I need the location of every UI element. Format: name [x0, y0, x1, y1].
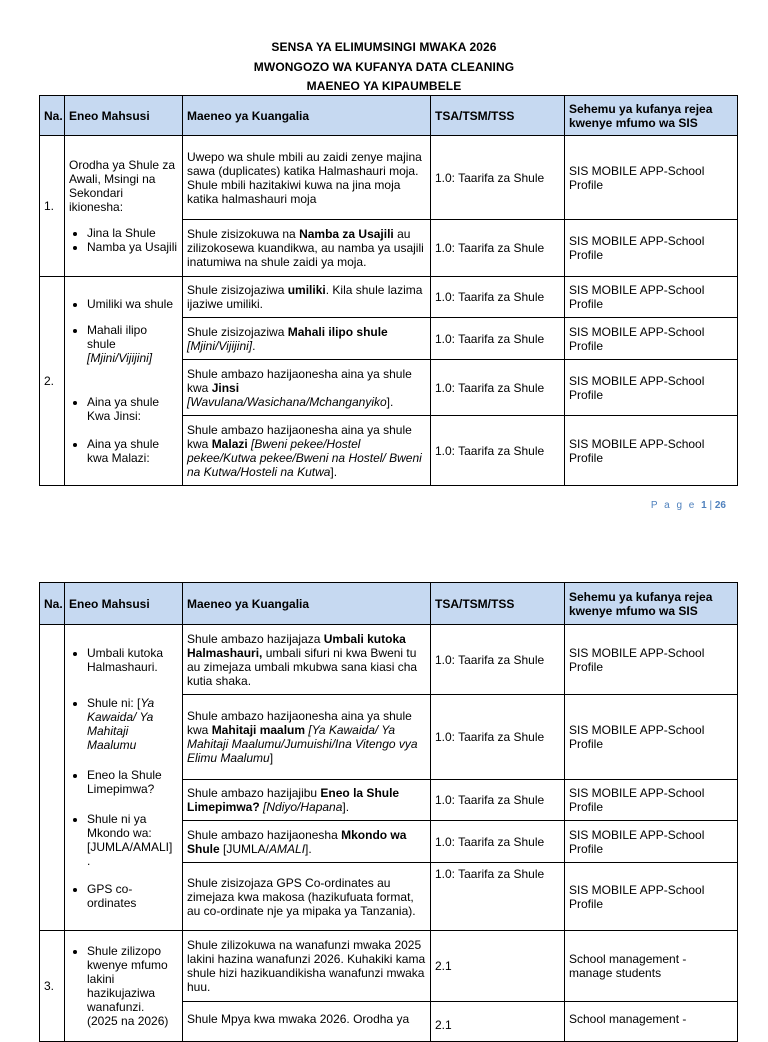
- reference-cell: SIS MOBILE APP-School Profile: [565, 695, 738, 780]
- eneo-intro: Orodha ya Shule za Awali, Msingi na Sekondari ikionesha:: [69, 158, 176, 214]
- maeneo-cell: Shule ambazo hazijaonesha Mkondo wa Shule [JUMLA/AMALI].: [183, 821, 431, 863]
- reference-cell: SIS MOBILE APP-School Profile: [565, 821, 738, 863]
- tsa-cell: 1.0: Taarifa za Shule: [431, 821, 565, 863]
- row-number: 2.: [40, 277, 65, 486]
- reference-cell: SIS MOBILE APP-School Profile: [565, 277, 738, 318]
- reference-cell: SIS MOBILE APP-School Profile: [565, 780, 738, 821]
- header-sehemu: Sehemu ya kufanya rejea kwenye mfumo wa SIS: [565, 583, 738, 625]
- list-item: • Umbali kutoka Halmashauri.: [87, 646, 178, 674]
- table-header-row: [40, 96, 738, 136]
- table-row: [40, 136, 738, 220]
- list-item: • Aina ya shule Kwa Jinsi:: [87, 395, 178, 423]
- eneo-list: [69, 297, 178, 465]
- maeneo-cell: Shule ambazo hazijajaza Umbali kutoka Halmashauri, umbali sifuri ni kwa Bweni tu au zimejaza umbali mkubwa sana kiasi cha kutia shaka.: [183, 625, 431, 695]
- eneo-cell: [65, 625, 183, 931]
- list-item: • Umiliki wa shule: [87, 297, 178, 311]
- tsa-cell: 1.0: Taarifa za Shule: [431, 780, 565, 821]
- tsa-cell: 1.0: Taarifa za Shule: [431, 136, 565, 220]
- tsa-cell: 1.0: Taarifa za Shule: [431, 277, 565, 318]
- table-header-row: [40, 583, 738, 625]
- maeneo-cell: Uwepo wa shule mbili au zaidi zenye majina sawa (duplicates) katika Halmashauri moja. Shule mbili hazitakiwi kuwa na jina moja katika halmashauri moja: [183, 136, 431, 220]
- row-number: 1.: [40, 136, 65, 277]
- header-no: Na.: [40, 96, 65, 136]
- eneo-list: [69, 646, 178, 910]
- header-tsa: TSA/TSM/TSS: [431, 96, 565, 136]
- reference-cell: SIS MOBILE APP-School Profile: [565, 318, 738, 360]
- maeneo-cell: Shule zisizokuwa na Namba za Usajili au zilizokosewa kuandikwa, au namba ya usajili inatumiwa na shule zaidi ya moja.: [183, 220, 431, 277]
- header-sehemu: Sehemu ya kufanya rejea kwenye mfumo wa SIS: [565, 96, 738, 136]
- eneo-cell: [65, 931, 183, 1042]
- list-item: • Namba ya Usajili: [87, 240, 178, 254]
- eneo-cell: [65, 136, 183, 277]
- document-title: SENSA YA ELIMUMSINGI MWAKA 2026: [271, 40, 497, 54]
- tsa-cell: 1.0: Taarifa za Shule: [431, 318, 565, 360]
- maeneo-cell: Shule zisizojaziwa umiliki. Kila shule lazima ijaziwe umiliki.: [183, 277, 431, 318]
- maeneo-cell: Shule ambazo hazijaonesha aina ya shule kwa Malazi [Bweni pekee/Hostel pekee/Kutwa pekee/Bweni na Hostel/ Bweni na Kutwa/Hosteli na Kutwa].: [183, 416, 431, 486]
- page-footer: P a g e 1 | 26: [650, 500, 726, 511]
- header-no: Na.: [40, 583, 65, 625]
- maeneo-cell: Shule ambazo hazijaonesha aina ya shule kwa Jinsi [Wavulana/Wasichana/Mchanganyiko].: [183, 360, 431, 416]
- header-maeneo: Maeneo ya Kuangalia: [183, 96, 431, 136]
- tsa-cell: 2.1: [431, 1002, 565, 1042]
- reference-cell: SIS MOBILE APP-School Profile: [565, 360, 738, 416]
- header-eneo: Eneo Mahsusi: [65, 583, 183, 625]
- table-row: [40, 931, 738, 1002]
- list-item: • GPS co-ordinates: [87, 882, 178, 910]
- list-item: • Shule ni ya Mkondo wa: [JUMLA/AMALI] .: [87, 812, 178, 868]
- list-item: • Mahali ilipo shule [Mjini/Vijijini]: [87, 323, 178, 365]
- header-maeneo: Maeneo ya Kuangalia: [183, 583, 431, 625]
- row-number: [40, 625, 65, 931]
- tsa-cell: 1.0: Taarifa za Shule: [431, 863, 565, 931]
- maeneo-cell: Shule Mpya kwa mwaka 2026. Orodha ya: [183, 1002, 431, 1042]
- maeneo-cell: Shule zisizojaziwa Mahali ilipo shule [Mjini/Vijijini].: [183, 318, 431, 360]
- header-tsa: TSA/TSM/TSS: [431, 583, 565, 625]
- tsa-cell: 1.0: Taarifa za Shule: [431, 625, 565, 695]
- tsa-cell: 1.0: Taarifa za Shule: [431, 416, 565, 486]
- reference-cell: SIS MOBILE APP-School Profile: [565, 416, 738, 486]
- document-section-title: MAENEO YA KIPAUMBELE: [306, 79, 462, 93]
- page-gap: [0, 530, 768, 580]
- reference-cell: SIS MOBILE APP-School Profile: [565, 220, 738, 277]
- reference-cell: School management -: [565, 1002, 738, 1042]
- eneo-list: [69, 944, 178, 1028]
- list-item: • Jina la Shule: [87, 226, 178, 240]
- row-number: 3.: [40, 931, 65, 1042]
- eneo-cell: [65, 277, 183, 486]
- tsa-cell: 1.0: Taarifa za Shule: [431, 695, 565, 780]
- list-item: • Eneo la Shule Limepimwa?: [87, 768, 178, 796]
- maeneo-cell: Shule zilizokuwa na wanafunzi mwaka 2025 lakini hazina wanafunzi 2026. Kuhakiki kama shule hizi hazikuandikisha wanafunzi mwaka huu.: [183, 931, 431, 1002]
- reference-cell: School management - manage students: [565, 931, 738, 1002]
- table-row: [40, 625, 738, 695]
- list-item: • Shule zilizopo kwenye mfumo lakini hazikujaziwa wanafunzi. (2025 na 2026): [87, 944, 178, 1028]
- eneo-list: [69, 226, 178, 254]
- document-title-block: [0, 38, 768, 97]
- maeneo-cell: Shule ambazo hazijajibu Eneo la Shule Limepimwa? [Ndiyo/Hapana].: [183, 780, 431, 821]
- reference-cell: SIS MOBILE APP-School Profile: [565, 136, 738, 220]
- priority-areas-table: [39, 95, 738, 486]
- list-item: • Aina ya shule kwa Malazi:: [87, 437, 178, 465]
- tsa-cell: 2.1: [431, 931, 565, 1002]
- tsa-cell: 1.0: Taarifa za Shule: [431, 360, 565, 416]
- priority-areas-table-continued: [39, 582, 738, 1042]
- table-row: [40, 277, 738, 318]
- maeneo-cell: Shule zisizojaza GPS Co-ordinates au zimejaza kwa makosa (hazikufuata format, au co-ordinate nje ya mipaka ya Tanzania).: [183, 863, 431, 931]
- list-item: • Shule ni: [Ya Kawaida/ Ya Mahitaji Maalumu: [87, 696, 178, 752]
- tsa-cell: 1.0: Taarifa za Shule: [431, 220, 565, 277]
- document-subtitle: MWONGOZO WA KUFANYA DATA CLEANING: [253, 59, 515, 74]
- header-eneo: Eneo Mahsusi: [65, 96, 183, 136]
- maeneo-cell: Shule ambazo hazijaonesha aina ya shule kwa Mahitaji maalum [Ya Kawaida/ Ya Mahitaji Maalumu/Jumuishi/Ina Vitengo vya Elimu Maalumu]: [183, 695, 431, 780]
- reference-cell: SIS MOBILE APP-School Profile: [565, 863, 738, 931]
- reference-cell: SIS MOBILE APP-School Profile: [565, 625, 738, 695]
